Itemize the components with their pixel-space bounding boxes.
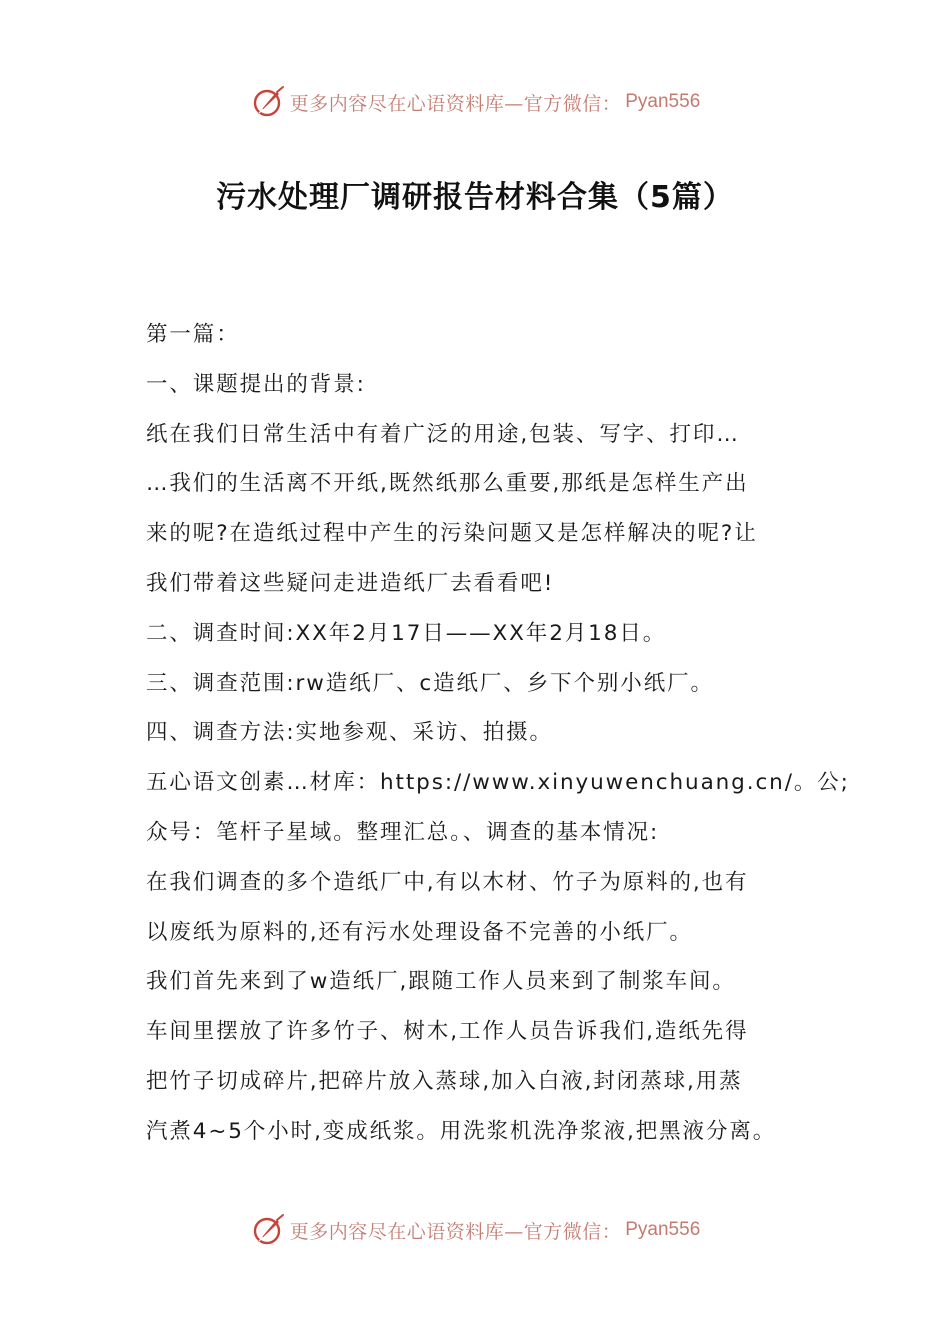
document-body	[146, 310, 850, 1157]
quill-pen-circle-icon	[250, 1212, 286, 1248]
watermark-text: 更多内容尽在心语资料库—官方微信：	[289, 92, 622, 115]
body-line: 来的呢?在造纸过程中产生的污染问题又是怎样解决的呢?让	[146, 521, 758, 547]
body-line: 把竹子切成碎片,把碎片放入蒸球,加入白液,封闭蒸球,用蒸	[146, 1068, 743, 1094]
footer-watermark	[0, 1208, 950, 1252]
body-line: 在我们调查的多个造纸厂中,有以木材、竹子为原料的,也有	[146, 869, 749, 895]
body-line: 一、课题提出的背景:	[146, 371, 366, 397]
footer-watermark-content	[250, 1212, 701, 1248]
body-line: 我们首先来到了w造纸厂,跟随工作人员来到了制浆车间。	[146, 969, 736, 995]
body-line: 众号：笔杆子星域。整理汇总。、调查的基本情况:	[146, 819, 660, 845]
body-line: 四、调查方法:实地参观、采访、拍摄。	[146, 720, 553, 746]
body-line: …我们的生活离不开纸,既然纸那么重要,那纸是怎样生产出	[146, 471, 749, 497]
watermark-text: 更多内容尽在心语资料库—官方微信：	[289, 1220, 622, 1243]
body-line: 纸在我们日常生活中有着广泛的用途,包装、写字、打印…	[146, 421, 740, 447]
document-title: 污水处理厂调研报告材料合集（5篇）	[216, 180, 734, 215]
header-watermark-content	[250, 84, 701, 120]
header-watermark	[0, 80, 950, 124]
body-line: 第一篇：	[146, 322, 240, 347]
watermark-wechat-id: Pyan556	[625, 1219, 701, 1240]
body-line: 三、调查范围:rw造纸厂、c造纸厂、乡下个别小纸厂。	[146, 670, 714, 696]
watermark-wechat-id: Pyan556	[625, 91, 701, 112]
body-line: 车间里摆放了许多竹子、树木,工作人员告诉我们,造纸先得	[146, 1019, 749, 1045]
body-line: 我们带着这些疑问走进造纸厂去看看吧!	[146, 570, 555, 596]
body-line: 二、调查时间:XX年2月17日——XX年2月18日。	[146, 620, 667, 646]
body-line: 以废纸为原料的,还有污水处理设备不完善的小纸厂。	[146, 919, 693, 945]
quill-pen-circle-icon	[250, 84, 286, 120]
body-line: 五心语文创素…材库：https://www.xinyuwenchuang.cn/。公;	[146, 770, 850, 796]
body-line: 汽煮4~5个小时,变成纸浆。用洗浆机洗净浆液,把黑液分离。	[146, 1118, 777, 1144]
